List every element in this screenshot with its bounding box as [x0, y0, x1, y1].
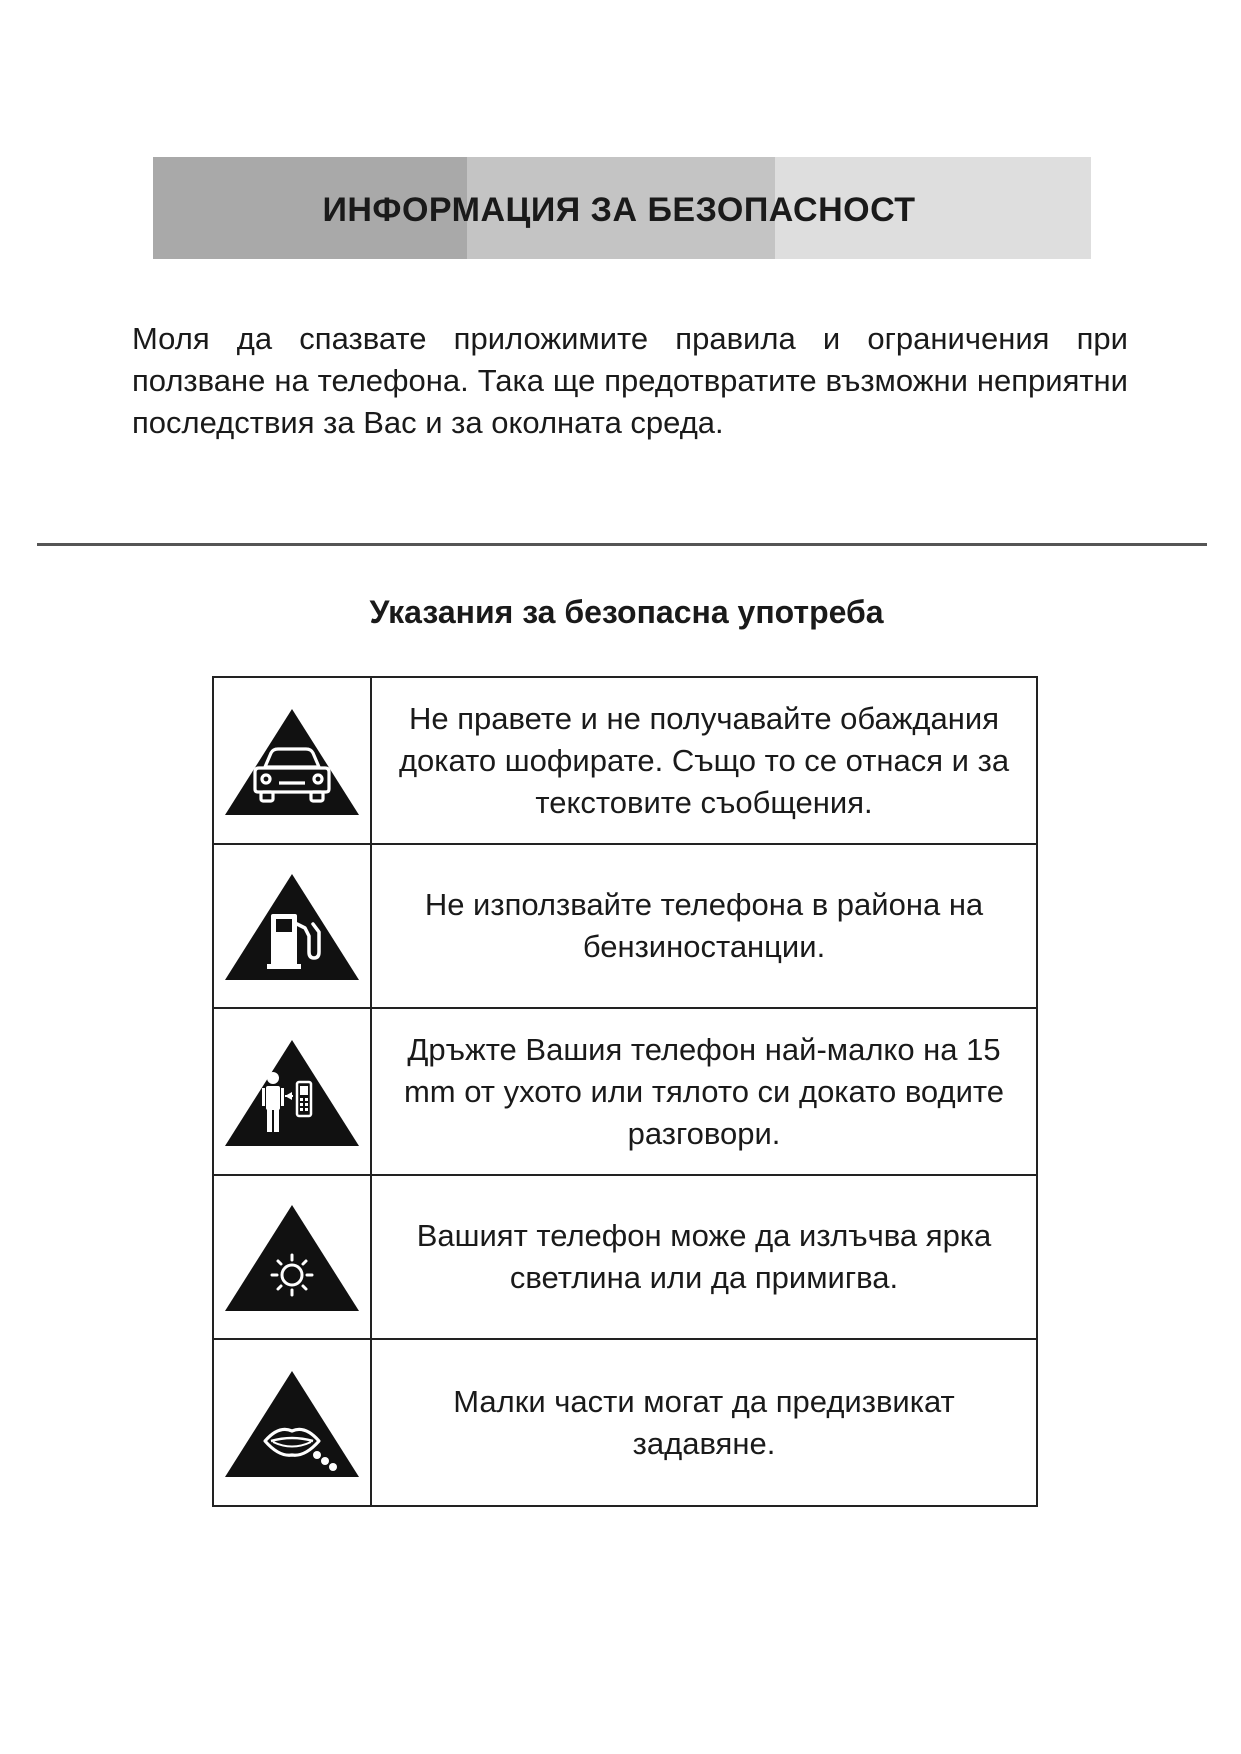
choking-hazard-warning-icon	[221, 1363, 363, 1483]
rule-icon-cell	[214, 1340, 372, 1505]
rule-text: Не използвайте телефона в района на бензиностанции.	[424, 887, 984, 964]
rule-icon-cell	[214, 1176, 372, 1338]
rule-text-cell	[372, 845, 1036, 1007]
intro-paragraph	[132, 318, 1128, 444]
safety-rules-table	[212, 676, 1038, 1507]
rule-icon-cell	[214, 845, 372, 1007]
rule-icon-cell	[214, 1009, 372, 1174]
rule-row-driving	[214, 678, 1036, 845]
rule-row-distance	[214, 1009, 1036, 1176]
rule-text-cell	[372, 1176, 1036, 1338]
title-banner	[153, 157, 1091, 259]
rule-row-choking	[214, 1340, 1036, 1505]
rule-text-cell	[372, 678, 1036, 843]
fuel-pump-warning-icon	[221, 866, 363, 986]
car-warning-icon	[221, 701, 363, 821]
body-distance-warning-icon	[221, 1032, 363, 1152]
rule-row-bright-light	[214, 1176, 1036, 1340]
rule-row-fuel-station	[214, 845, 1036, 1009]
rule-text-cell	[372, 1340, 1036, 1505]
intro-text: Моля да спазвате приложимите правила и ограничения при ползване на телефона. Така ще предотвратите възможни неприятни последствия за Вас и за околната среда.	[132, 321, 1128, 440]
bright-light-warning-icon	[221, 1197, 363, 1317]
section-title: Указания за безопасна употреба	[369, 594, 884, 630]
rule-text-cell	[372, 1009, 1036, 1174]
rule-text: Дръжте Вашия телефон най-малко на 15 mm от ухото или тялото си докато водите разговори.	[403, 1031, 1004, 1151]
rule-icon-cell	[214, 678, 372, 843]
rule-text: Не правете и не получавайте обаждания докато шофирате. Също то се отнася и за текстовите съобщения.	[398, 700, 1010, 820]
page-title: ИНФОРМАЦИЯ ЗА БЕЗОПАСНОСТ	[322, 190, 916, 229]
rule-text: Малки части могат да предизвикат задавяне.	[453, 1383, 955, 1461]
section-divider	[37, 543, 1207, 546]
rule-text: Вашият телефон може да излъчва ярка светлина или да примигва.	[416, 1218, 992, 1295]
